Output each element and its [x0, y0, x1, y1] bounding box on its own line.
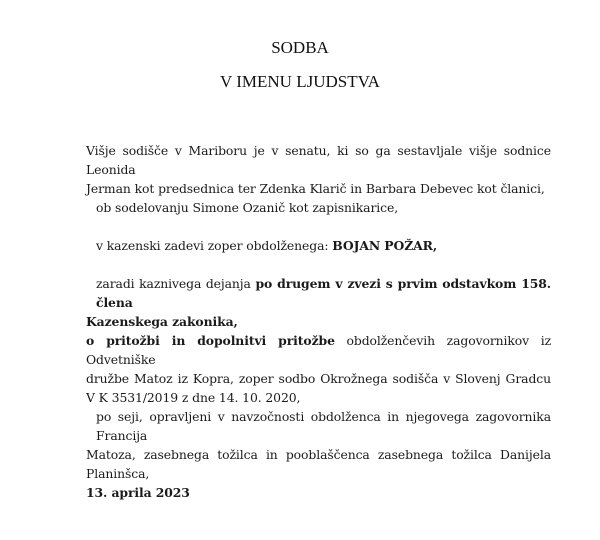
- text-line: po seji, opravljeni v navzočnosti obdolženca in njegovega zagovornika Francija: [96, 409, 551, 443]
- text-line: družbe Matoz iz Kopra, zoper sodbo Okrožnega sodišča v Slovenj Gradcu: [86, 371, 551, 386]
- text-line: ob sodelovanju Simone Ozanič kot zapisnikarice,: [96, 200, 399, 215]
- text-line: Višje sodišče v Mariboru je v senatu, ki so ga sestavljale višje sodnice Leonida: [86, 143, 551, 177]
- session-date: 13. aprila 2023: [86, 485, 190, 500]
- text-segment: obdolženčevih zagovornikov iz Odvetniške: [86, 333, 551, 367]
- text-segment: zaradi kaznivega dejanja: [96, 276, 256, 291]
- text-segment: v kazenski zadevi zoper obdolženega:: [96, 238, 333, 253]
- text-line: Matoza, zasebnega tožilca in pooblaščenca zasebnega tožilca Danijela Planinšca,: [86, 447, 551, 481]
- paragraph-appeal: [86, 331, 551, 407]
- paragraph-defendant: [96, 236, 551, 255]
- defendant-name: BOJAN POŽAR,: [332, 238, 438, 253]
- offence-code: Kazenskega zakonika,: [86, 314, 238, 329]
- paragraph-clerk: [96, 198, 551, 217]
- paragraph-session: [86, 407, 551, 502]
- document-title: SODBA: [271, 38, 329, 57]
- paragraph-court-composition: [86, 141, 551, 198]
- offence-article: po drugem v zvezi s prvim odstavkom 158. člena: [96, 276, 551, 310]
- document-subtitle: V IMENU LJUDSTVA: [220, 72, 380, 91]
- text-line: Jerman kot predsednica ter Zdenka Klarič in Barbara Debevec kot članici,: [86, 181, 545, 196]
- text-line: V K 3531/2019 z dne 14. 10. 2020,: [86, 390, 301, 405]
- paragraph-offence: [86, 274, 551, 331]
- appeal-label: o pritožbi in dopolnitvi pritožbe: [86, 333, 335, 348]
